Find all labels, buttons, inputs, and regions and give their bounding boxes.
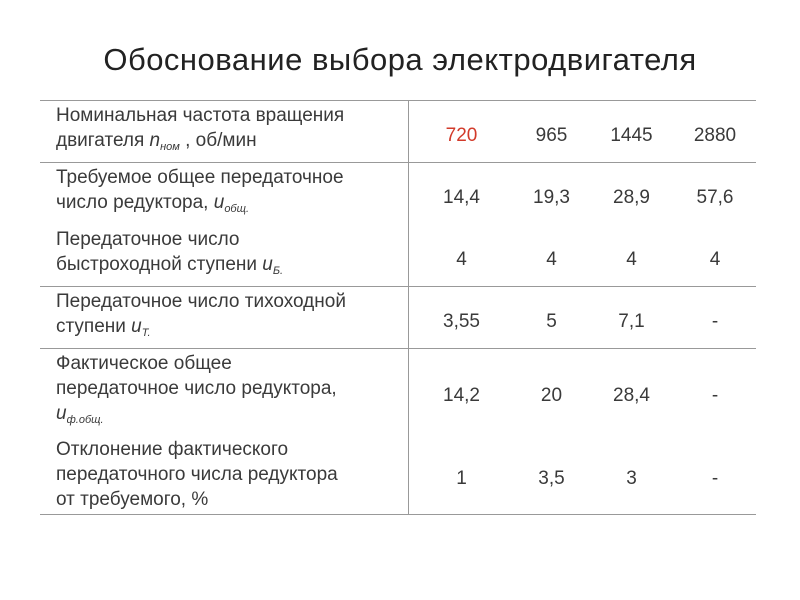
label-line: Передаточное число тихоходной — [56, 290, 346, 312]
label-line: Фактическое общее — [56, 352, 232, 374]
table-cell: 4 — [409, 225, 515, 287]
row-label — [40, 163, 409, 225]
table-cell: 965 — [514, 101, 589, 163]
table-cell: 1 — [409, 435, 515, 515]
symbol: u — [56, 402, 67, 424]
row-label — [40, 101, 409, 163]
subscript: общ. — [224, 203, 250, 215]
motor-selection-table — [40, 100, 756, 515]
table-cell: 7,1 — [589, 286, 674, 348]
table-cell: 3,55 — [409, 286, 515, 348]
subscript: Т. — [141, 326, 151, 339]
table-cell: 4 — [514, 225, 589, 287]
subscript: Б. — [272, 264, 284, 277]
table-cell: 3,5 — [514, 435, 589, 515]
table-row — [40, 225, 756, 287]
row-label — [40, 286, 409, 348]
row-label — [40, 348, 409, 435]
symbol: u — [262, 253, 273, 275]
row-label — [40, 435, 409, 515]
table-cell: 4 — [589, 225, 674, 287]
table-row — [40, 286, 756, 348]
table-cell: 20 — [540, 385, 563, 406]
symbol: u — [131, 315, 142, 337]
table-cell: 28,4 — [613, 385, 650, 406]
symbol: u — [213, 192, 225, 213]
table-cell: 57,6 — [696, 187, 734, 209]
table-cell: - — [711, 385, 719, 406]
label-line: Требуемое общее передаточное — [56, 167, 344, 188]
symbol: n — [149, 130, 161, 151]
subscript: ном — [160, 141, 180, 153]
table-cell: 1445 — [589, 101, 674, 163]
table-cell: 720 — [409, 101, 515, 163]
table-cell: - — [674, 435, 756, 515]
label-line: Отклонение фактического — [56, 438, 289, 460]
label-line: передаточное число редуктора, — [56, 377, 337, 399]
table-cell: 5 — [514, 286, 589, 348]
table-cell: 3 — [589, 435, 674, 515]
table-row — [40, 163, 756, 225]
label-line: ступени — [56, 315, 132, 337]
label-line: передаточного числа редуктора — [56, 463, 338, 485]
table-cell: 19,3 — [533, 187, 570, 209]
label-line: Номинальная частота вращения — [56, 105, 345, 126]
unit: , об/мин — [179, 130, 257, 151]
label-line: двигателя — [56, 130, 150, 151]
label-line: число редуктора, — [56, 192, 214, 213]
table-cell: 14,4 — [443, 187, 480, 209]
subscript: ф.общ. — [66, 413, 104, 426]
table-cell: 4 — [674, 225, 756, 287]
table-row — [40, 435, 756, 515]
row-label — [40, 225, 409, 287]
table-cell: 14,2 — [443, 385, 480, 406]
table-cell: - — [674, 286, 756, 348]
table-cell: 2880 — [674, 101, 756, 163]
page-title: Обоснование выбора электродвигателя — [103, 42, 697, 77]
label-line: Передаточное число — [56, 228, 240, 250]
label-line: быстроходной ступени — [56, 253, 263, 275]
table-cell: 28,9 — [613, 187, 650, 209]
table-row — [40, 348, 756, 435]
label-line: от требуемого, % — [56, 488, 209, 510]
table-row — [40, 101, 756, 163]
